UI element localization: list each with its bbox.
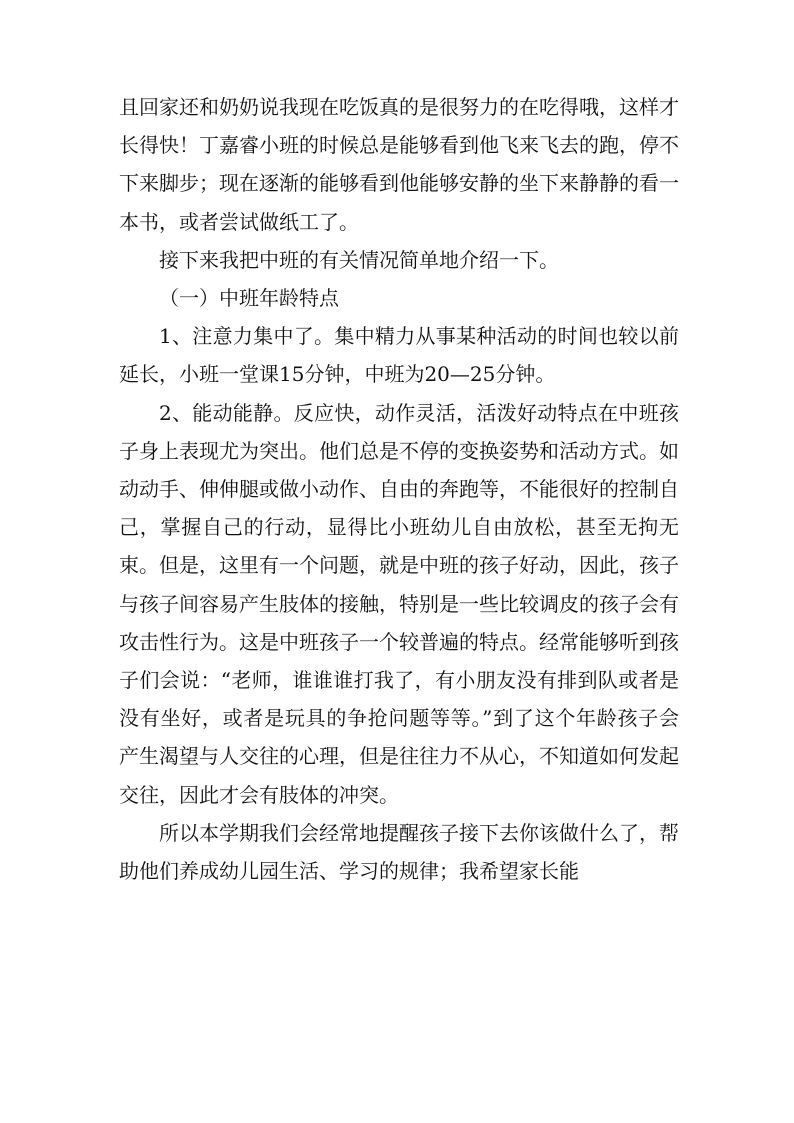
section-heading: （一）中班年龄特点 xyxy=(159,286,339,311)
paragraph-intro: 接下来我把中班的有关情况简单地介绍一下。 xyxy=(159,247,559,272)
document-body xyxy=(119,88,679,890)
paragraph-point-1: 1、注意力集中了。集中精力从事某种活动的时间也较以前延长，小班一堂课15分钟，中班为20—25分钟。 xyxy=(119,324,679,387)
paragraph-continued: 且回家还和奶奶说我现在吃饭真的是很努力的在吃得哦，这样才长得快！丁嘉睿小班的时候总是能够看到他飞来飞去的跑，停不下来脚步；现在逐渐的能够看到他能够安静的坐下来静静的看一本书，或者尝试做纸工了。 xyxy=(119,95,679,234)
paragraph-conclusion: 所以本学期我们会经常地提醒孩子接下去你该做什么了，帮助他们养成幼儿园生活、学习的规律；我希望家长能 xyxy=(119,820,679,884)
paragraph-point-2: 2、能动能静。反应快，动作灵活，活泼好动特点在中班孩子身上表现尤为突出。他们总是不停的变换姿势和活动方式。如动动手、伸伸腿或做小动作、自由的奔跑等，不能很好的控制自己，掌握自己的行动，显得比小班幼儿自由放松，甚至无拘无束。但是，这里有一个问题，就是中班的孩子好动，因此，孩子与孩子间容易产生肢体的接触，特别是一些比较调皮的孩子会有攻击性行为。这是中班孩子一个较普遍的特点。经常能够听到孩子们会说：“老师，谁谁谁打我了，有小朋友没有排到队或者是没有坐好，或者是玩具的争抢问题等等。”到了这个年龄孩子会产生渴望与人交往的心理，但是往往力不从心，不知道如何发起交往，因此才会有肢体的冲突。 xyxy=(119,400,679,807)
